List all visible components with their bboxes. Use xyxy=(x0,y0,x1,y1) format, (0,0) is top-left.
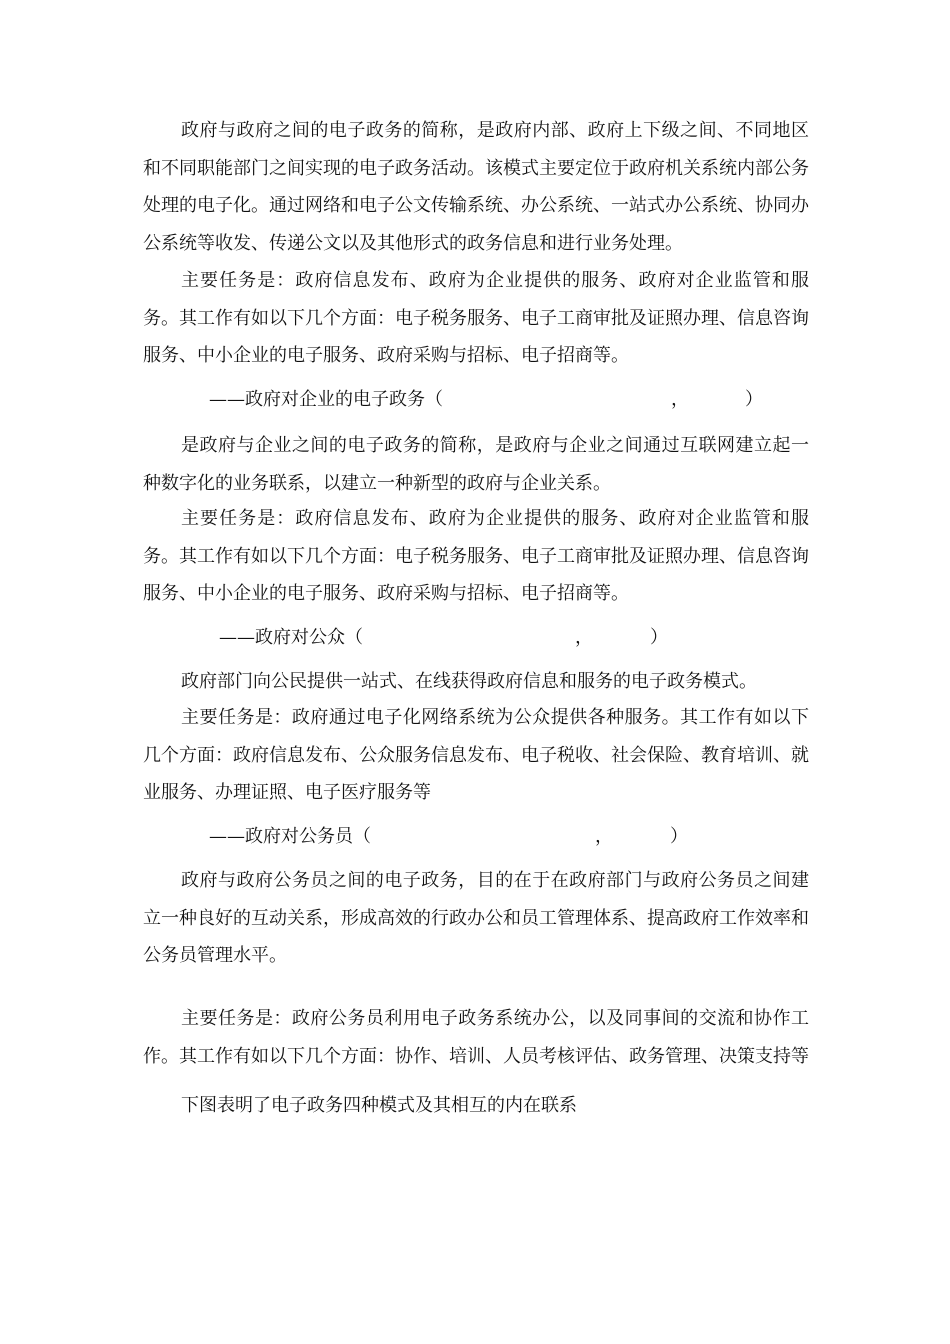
heading-g2c-close: ） xyxy=(650,627,668,648)
heading-g2e-comma: ， xyxy=(595,826,613,847)
heading-g2e-title: ——政府对公务员（ xyxy=(209,826,371,847)
paragraph-g2b-definition: 是政府与企业之间的电子政务的简称，是政府与企业之间通过互联网建立起一种数字化的业务联系，以建立一种新型的政府与企业关系。 xyxy=(143,435,809,494)
heading-g2c-comma: ， xyxy=(575,627,593,648)
heading-g2e-close: ） xyxy=(670,826,688,847)
heading-g2c-title: ——政府对公众（ xyxy=(219,627,363,648)
heading-g2b-close: ） xyxy=(745,389,763,410)
paragraph-g2c-tasks: 主要任务是：政府通过电子化网络系统为公众提供各种服务。其工作有如以下几个方面：政府信息发布、公众服务信息发布、电子税收、社会保险、教育培训、就业服务、办理证照、电子医疗服务等 xyxy=(143,707,809,803)
paragraph-g2b-tasks: 主要任务是：政府信息发布、政府为企业提供的服务、政府对企业监管和服务。其工作有如以下几个方面：电子税务服务、电子工商审批及证照办理、信息咨询服务、中小企业的电子服务、政府采购与招标、电子招商等。 xyxy=(143,508,809,604)
paragraph-g2g-tasks: 主要任务是：政府信息发布、政府为企业提供的服务、政府对企业监管和服务。其工作有如以下几个方面：电子税务服务、电子工商审批及证照办理、信息咨询服务、中小企业的电子服务、政府采购与招标、电子招商等。 xyxy=(143,270,809,366)
paragraph-g2c-definition: 政府部门向公民提供一站式、在线获得政府信息和服务的电子政务模式。 xyxy=(181,671,757,692)
paragraph-g2e-tasks: 主要任务是：政府公务员利用电子政务系统办公，以及同事间的交流和协作工作。其工作有如以下几个方面：协作、培训、人员考核评估、政务管理、决策支持等 xyxy=(143,1008,809,1067)
heading-g2b-comma: ， xyxy=(671,389,689,410)
paragraph-g2e-definition: 政府与政府公务员之间的电子政务，目的在于在政府部门与政府公务员之间建立一种良好的互动关系，形成高效的行政办公和员工管理体系、提高政府工作效率和公务员管理水平。 xyxy=(143,870,809,966)
heading-g2b-title: ——政府对企业的电子政务（ xyxy=(209,389,443,410)
paragraph-g2g-definition: 政府与政府之间的电子政务的简称，是政府内部、政府上下级之间、不同地区和不同职能部门之间实现的电子政务活动。该模式主要定位于政府机关系统内部公务处理的电子化。通过网络和电子公文传输系统、办公系统、一站式办公系统、协同办公系统等收发、传递公文以及其他形式的政务信息和进行业务处理。 xyxy=(143,120,809,254)
paragraph-figure-intro: 下图表明了电子政务四种模式及其相互的内在联系 xyxy=(181,1095,577,1116)
